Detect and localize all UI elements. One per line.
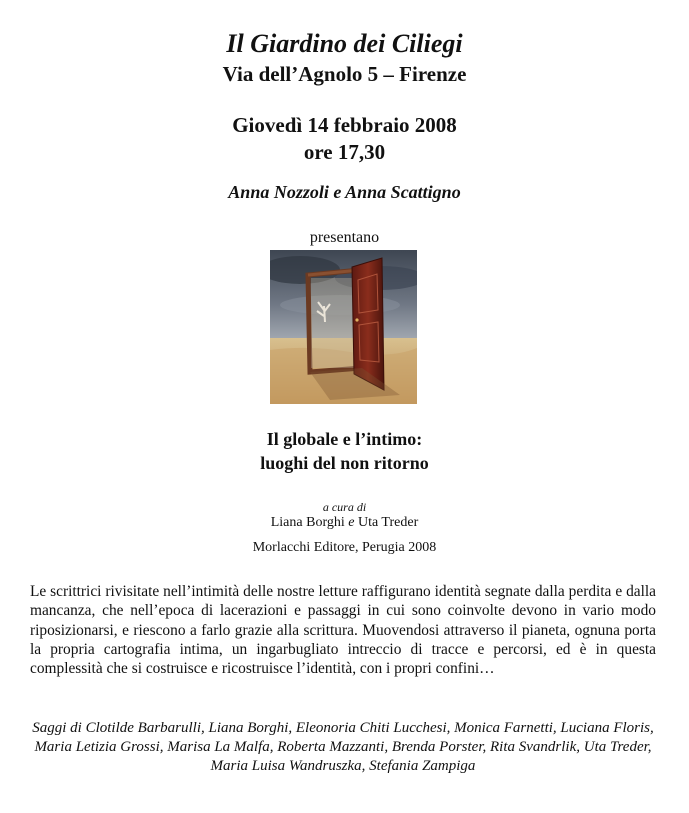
editor-name: Uta Treder xyxy=(357,515,419,530)
venue-name: Il Giardino dei Ciliegi xyxy=(226,29,463,58)
book-cover-image xyxy=(270,250,417,404)
publisher: Morlacchi Editore, Perugia 2008 xyxy=(252,540,437,555)
event-time: ore 17,30 xyxy=(303,140,386,164)
editors xyxy=(0,515,689,531)
contributors-list: Saggi di Clotilde Barbarulli, Liana Borghi, Eleonoria Chiti Lucchesi, Monica Farnetti, Luciana Floris, Maria Letizia Grossi, Marisa La Malfa, Roberta Mazzanti, Brenda Porster, Rita Svandrlik, Uta Treder, Maria Luisa Wandruszka, Stefania Zampiga xyxy=(32,720,654,774)
book-cover-illustration xyxy=(270,250,417,404)
book-title-line-2: luoghi del non ritorno xyxy=(260,453,429,473)
book-description: Le scrittrici rivisitate nell’intimità delle nostre letture raffigurano identità segnate dalla perdita e dalla mancanza, che nell’epoca di lacerazioni e passaggi in cui sono coinvolte devono in vario modo riposizionarsi, e riescono a farlo grazie alla scrittura. Muovendosi attraverso il pianeta, ognuna porta la propria cartografia intima, un ingarbugliato intreccio di tracce e percorsi, ed è in questa complessità che si costruisce e ricostruisce l’identità, con i propri confini… xyxy=(30,583,656,678)
event-date: Giovedì 14 febbraio 2008 xyxy=(232,113,457,137)
curated-by-label: a cura di xyxy=(322,500,367,514)
presenters: Anna Nozzoli e Anna Scattigno xyxy=(228,182,461,202)
editor-conjunction: e xyxy=(348,515,355,530)
editor-name: Liana Borghi xyxy=(270,515,345,530)
book-title-line-1: Il globale e l’intimo: xyxy=(266,429,423,449)
presenting-label: presentano xyxy=(309,229,380,246)
venue-address: Via dell’Agnolo 5 – Firenze xyxy=(222,62,467,86)
